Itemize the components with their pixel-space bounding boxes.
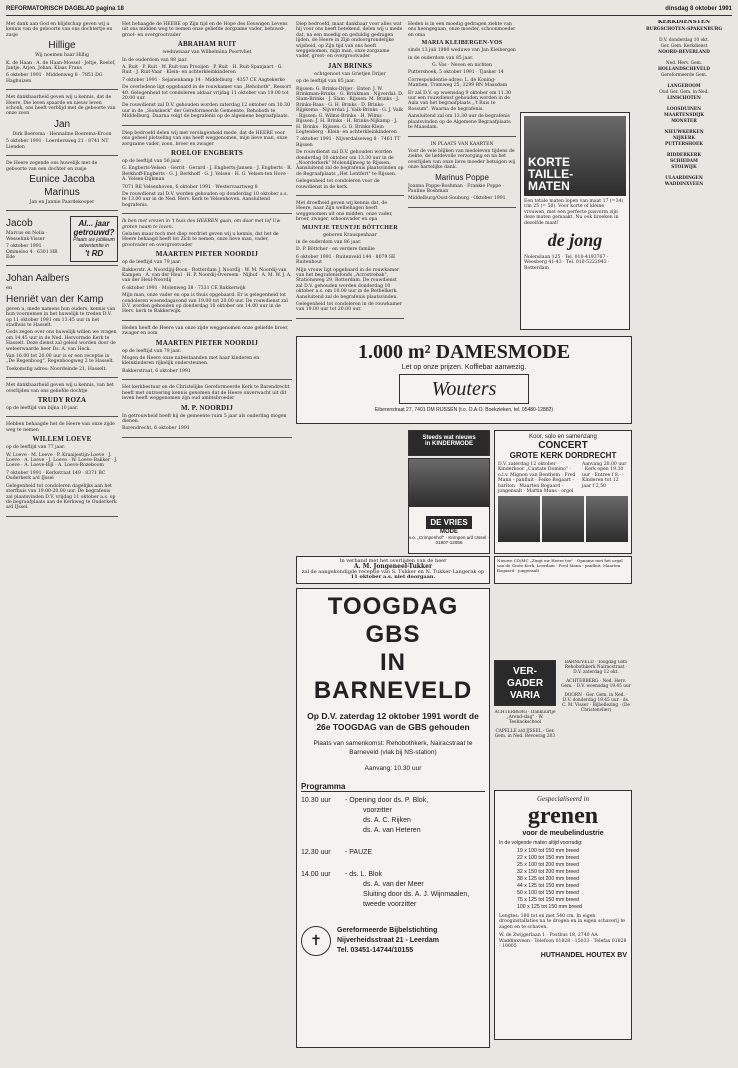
vergadervaria-right [560,660,632,786]
kerkdienst-item: ULAARDINGEN [665,176,703,181]
size-row: 44 x 125 tot 150 mm breed [517,883,579,889]
name: MAARTEN PIETER NOORDIJ [155,338,259,347]
text: Gelegenheid tot condoleren dagelijks aan het sterfhuis van 19.00-20.00 uur. De begrafenis zal plaatsvinden D.V. vrijdag 11 oktober a.s. op de begraafplaats aan de Kerkweg te Ouderkerk a/d IJssel. [6,483,117,511]
size-row: 38 x 125 tot 200 mm breed [517,876,579,882]
ad-al-gelezen: Al... jaar getrouwd? Plaats uw jubileum advertentie in 't RD [70,216,118,262]
text: 7 oktober 1991 · Kerkstraat 149 · 8371 BC Ouderkerk a/d IJssel [6,470,106,482]
program-time: 14.00 uur [301,871,331,878]
name: Marinus Poppe [435,172,489,182]
program-item: - ds. L. Blok [345,871,382,878]
name: ROELOF ENGBERTS [171,148,243,157]
size-row: 25 x 100 tot 200 mm breed [517,862,579,868]
sizes-list [499,848,627,911]
ad-toogdag-gbs [296,588,490,1048]
text: 5 oktober 1991 · Loerdersweg 21 · 8741 NT Lienden [6,139,109,150]
ad-de-vries-mode [408,458,490,554]
kerkdienst-item: MAARTENSDIJK [664,113,704,118]
program-item: Sluiting door ds. A. J. Wijnmaalen, tweede voorzitter [363,891,470,908]
size-row: 50 x 100 tot 150 mm breed [517,890,579,896]
photo [542,496,584,542]
text: 7 oktober 1991 · Nijverdalseweg 8 · 7461 TT Rijssen [296,137,401,148]
text: Bakkerstraat, 6 oktober 1991 [122,368,191,374]
announcement-death-noordij-1 [122,217,292,321]
ad-title: 1.000 m² DAMESMODE [357,341,571,363]
text: Heden heeft de Heere van onze zijde weggenomen onze geliefde broer, zwager en oom [122,325,289,337]
announcement-thanks-poppe [408,140,516,208]
text: weduwnaar van Wilhelmina Poortvliet [162,50,252,56]
ad-line: zal de aangekondigde receptie van S. Tukker en N. Tukker-Langerak op [301,568,485,575]
text: Gelegenheid tot condoleren in de rouwkamer van 19.00 uur tot 20.00 uur. [296,302,402,313]
program-item: - Opening door ds. P. Blok, [345,797,429,804]
name: Jan [53,118,71,130]
text: De rouwdienst zal D.V. worden gehouden op donderdag 10 oktober a.s. te 13.00 uur in de Ned. Herv. Kerk te Velsenhoven. Aansluitend begrafenis. [122,191,288,208]
kerkdiensten-list [636,20,732,187]
text: Middelburg/Oost-Souburg · Oktober 1991 [408,196,506,202]
name: TRUDY ROZA [37,396,87,405]
announcement-birth-eunice [6,159,118,211]
announcement-wedding [6,269,118,378]
kerkdienst-item: LANGEBOOM [667,84,701,89]
text: In de ouderdom van 88 jaar. [122,57,188,63]
text: De overledene ligt opgebaard in de rouwkamer van „Rehoboth", Ressort 40. Gelegenheid tot condoleren aldaar vrijdag 11 oktober van 19.00 tot 20.00 uur. [122,85,292,102]
program-time: 12.30 uur [301,849,331,856]
announcement-death-noordij-3 [122,383,292,437]
text: Voor de vele blijken van medeleven tijdens de ziekte, de liefdevolle verzorging en na het overlijden van onze lieve moeder betuigen wij onze hartelijke dank. [408,148,516,171]
size-row: 32 x 150 tot 200 mm breed [517,869,579,875]
cd-caption: Nieuwe CD/MC „Zingt uw Heere toe" · Opname met het orgel van de Grote Kerk, Leerdam · Fred Mann - panfluit, Maarten Bogaard - jongensalt [494,556,632,584]
text: Marcus en Nelia · Wesselink-Visser [6,231,48,242]
ad-line: in KINDERMODE [425,441,473,447]
kerkdiensten-column [636,20,732,1060]
program-item: voorzitter [363,807,392,814]
ad-address: Eiberenstraat 27, 7401 DM RIJSSEN (t.o. O.A.O. Boekzieken, tel. 05480-12882) [374,407,554,413]
size-row: 100 x 125 tot 150 mm breed [517,904,582,910]
ad-brand-logo: Wouters [399,374,529,404]
program-item: ds. A. C. Rijken [363,817,411,824]
text: Hebben behaagde het de Heere van onze zijde weg te nemen [6,422,115,433]
name: M. P. NOORDIJ [180,403,234,412]
name: Jacob [6,218,33,230]
page-header-left: REFORMATORISCH DAGBLAD pagina 18 [6,6,124,12]
ad-title: IN BARNEVELD [313,649,473,704]
ad-line: In verband met het overlijden van de heer [339,558,447,564]
text: D. P. Böttcher · en verdere familie [296,247,375,253]
announcement-death-trudy [6,381,118,417]
ad-title: grenen [527,803,599,829]
announcement-jacob [6,214,118,266]
text: Met dank aan God en blijdschap geven wij u kennis van de geboorte van ons dochtertje en zusje [6,22,113,38]
size-row: 22 x 100 tot 150 mm breed [517,855,579,861]
text: op de leeftijd van 77 jaar. [6,445,66,451]
ad-receptie-afgelast [296,556,490,584]
announcement-death-bottcher [296,199,404,319]
ad-details: D.V. zaterdag 12 oktober · Kinderkoor „Cantate Domino" · o.l.v. Mignon van Benthem · Fred Mann - panfluit · Feike Bogaart - bariton · Maarten Bogaard - jongensalt · Martin Mans - orgel [498,462,576,495]
text: De Heere zegende ons huwelijk met de geboorte van een dochter en zusje [6,161,98,172]
text: De rouwdienst zal D.V. gehouden worden zaterdag 12 oktober om 10.30 uur in de „Sionskerk" der Gereformeerde Gemeente, Rehoboth te Middelburg. Daarna volgt de begrafenis op de algemene begraafplaats. [122,103,290,120]
ad-place: Plaats van samenkomst: Rehobothkerk, Nairacstraat te Barneveld (vlak bij NS-station) [313,740,473,756]
size-row: 19 x 100 tot 150 mm breed [517,848,579,854]
ad-org: Nijverheidsstraat 21 - Leerdam [337,937,439,944]
kerkdienst-item: LOOSDUINEN [666,107,702,112]
announcement-birth-jan [6,93,118,156]
text: Gods zegen over ons huwelijk willen we vragen om 14.45 uur in de Ned. Hervormde Kerk te Hasselt. Deze dienst zal geleid worden door de weleerwaarde heer Ds. A. van Heck. [6,330,117,352]
text: IN PLAATS VAN KAARTEN [430,141,494,147]
text: Van 16.00 tot 20.00 uur is er een receptie in „De Regenboog", Regenboogweg 2 te Hasselt. [6,354,115,365]
name: JAN BRINKS [327,61,373,70]
text: Het kerkbestuur en de Christelijke Gereformeerde Kerk te Barendrecht heeft met ontroering kennis genomen dat de Heere onverwacht uit dit leven heeft weggenomen zijn oud ambtsbroeder [122,385,290,402]
column-1 [6,20,118,1060]
ad-title: TOOGDAG GBS [327,593,459,648]
vergadervaria-left [494,710,556,786]
text: Mijn man, onze vader en opa is thuis opgebaard. Er is gelegenheid tot condoleren woensdagavond van 19.00 tot 20.00 uur. De rouwdienst zal D.V. worden gehouden op donderdag 10 oktober om 14.00 uur in de Herv. kerk te Bakkerwijk. [122,293,288,315]
text: Jan en Jannie Paardekooper [29,199,95,205]
ad-grenen [494,790,632,1040]
vergader-item: CAPELLE a/d IJSSEL · Ger. Gem. in Ned. Bevoerag 203 [494,729,556,739]
column-2 [122,20,292,1060]
announcement-death-noordij-2 [122,324,292,380]
text: echtgenoot van Grietjen Drijer [314,71,386,77]
announcement-death-willem [6,420,118,516]
column-3 [296,20,404,520]
ad-footer [301,926,485,956]
text: Correspondentie-adres: L. de Koning-Mantien, Tramweg 25, 3299 BN Maasdam [408,77,508,89]
text: Joanna Poppe-Boshman · Frankie Poppe · Pauline Boshman [408,183,504,194]
ad-photo [524,116,626,196]
ad-brand-logo: DE VRIES [426,516,471,529]
program-item: - PAUZE [345,849,373,856]
text: op de leeftijd van 79 jaar. [122,348,182,354]
photo [586,496,628,542]
text: Gelegenheid tot condoleren voor de rouwdienst in de kerk. [296,179,380,190]
quote: Ik ben met vrezen in 't huis des HEEREN gaan, om daar met lof Uw groten naam te loven. [122,219,281,230]
kerkdienst-item: NIEUWKERKEN [664,130,704,135]
ad-org: Tel. 03451-14744/10155 [337,947,414,954]
ad-brand-logo: HUTHANDEL HOUTEX BV [540,952,627,960]
program-item: ds. A. van der Meer [363,881,424,888]
ad-subtitle: Let op onze prijzen. Koffiebar aanwezig. [401,364,527,371]
vergader-item: BARNEVELD · Toogdag GBS Rehobothkerk Nairacstraat · D.V. zaterdag 12 okt. [564,660,628,675]
ad-line: Steeds wat nieuws [422,435,476,441]
page-header [6,4,732,16]
text: Barendrecht, 6 oktober 1991 [122,426,190,432]
text: op de leeftijd van 56 jaar. [122,158,182,164]
kerkdienst-item: Oud Ger. Gem. in Ned. [659,90,709,95]
name: MAARTEN PIETER NOORDIJ [155,250,259,259]
text: Puttershoek, 5 oktober 1991 · Tjasker 14 [408,70,504,76]
name: MARIA KLEIBERGEN-VOS [421,40,503,47]
program-item: ds. A. van Heteren [363,827,421,834]
kerkdienst-item: MONSTER [671,119,697,124]
name: WILLEM LOEVE [32,435,92,444]
text: in de ouderdom van 86 jaar. [296,240,362,245]
text: Aansluitend zal om 13.30 uur de begrafenis plaatsvinden op de Algemene Begraafplaats te Maasdam. [408,114,511,131]
text: en [6,285,13,292]
vergadervaria-list [494,710,556,739]
name: Marinus [44,186,80,198]
logo-line: GADER [506,678,544,689]
text: Gelaten maar toch met diep verdriet geven wij u kennis, dat het de Heere behaagd heeft tot Zich te nemen, onze lieve man, vader, grootvader en overgrootvader [122,231,279,248]
ad-address: Nolenslaan 125 · Tel. 010-4193767 · Weesberg 41-43 · Tel. 010-5222943 · Rotterdam [524,255,610,271]
text: Dirk Boerema · Hennaline Boerema-Kroon [12,131,112,137]
name: Henriët van der Kamp [6,293,104,305]
name: Eunice Jacoba [29,173,95,185]
vergader-item: DOORN · Ger. Gem. in Ned. · D.V. donderdag 19.45 uur · ds. C. M. Visser · Bijbellezing · (De Christenvlier) [562,693,630,713]
kerkdienst-item: WADDINXVEEN [664,182,704,187]
vergadervaria-logo [494,660,556,706]
vergadervaria-list [560,660,632,713]
bible-society-icon: ✝ [301,926,331,956]
text: In getrouwheid heeft hij de gemeente ruim 5 jaar als ouderling mogen dienen. [122,413,287,424]
ad-photo [409,459,489,507]
program-label: Programma [301,782,485,792]
vergader-item: ACHTERBERG · Dankuurtje „Arend-slag" · W. Teelinckschool [494,710,556,725]
text: Toekomstig adres: Noordeinde 21, Hasselt. [6,366,107,372]
kerkdienst-item: STOLWIJK [671,165,697,170]
program-list [301,796,485,910]
column-4 [408,20,516,340]
kerkdienst-item: Ned. Herv. Gem. [665,61,703,66]
ad-line: A. M. Jongeneel-Tukker [353,563,433,571]
kerkdienst-item: PUTTERSHOEK [665,142,703,147]
text: W. Loeve · M. Loeve · P. Kraaijestijn-Loeve · J. Loeve · A. Loeve · J. Loeve · W. Loeve-Bakker · J. Loeve · A. Loeve-Bijl · A. Loeve-Rozeboom [6,452,118,469]
text: Met droefheid geven wij kennis dat, de Heere, naar Zijn welbehagen heeft weggenomen uit ons midden, onze vader, broer, zwager, schoonvader en opa [296,200,393,223]
text: op de leeftijd van 85 jaar. [296,79,356,85]
ad-steeds-wat-nieuws [408,430,490,456]
logo-line: VARIA [509,690,541,701]
text: Diep bedroefd, maar dankbaar voor alles wat hij voor ons heeft betekend, delen wij u mede dat, na een moedig en geduldig gedragen lijden, de Heere in Zijn ondoorgrondelijke wijsheid, op Zijn tijd van ons heeft weggenomen, mijn man, onze zorgzame vader, groot- en overgrootvader [296,22,403,60]
text: Met dankbaarheid geven wij u kennis, van het overlijden van ons geliefde dochtje [6,383,114,394]
text: Met dankbaarheid geven wij u kennis, dat de Heere, Die leven spaarde en nieuw leven schonk, ons heeft verblijd met de geboorte van onze zoon [6,95,116,117]
vergader-item: ACHTERBERG · Ned. Herv. Gem. · D.V. woensdag 19.45 uur [561,679,631,689]
text: Wij noemen haar Hillig [35,53,89,59]
text: sinds 13 juli 1980 weduwe van Jan Kleibergen [408,48,516,54]
kerkdienst-item: HOLLANDSCHEVELD [657,67,711,72]
ad-brand-word: MODE [440,529,458,535]
text: Mogen de Heere onze nabestaanden met haar kinderen en kleinkinderen rijkelijk ondersteunen. [122,356,260,367]
name: MIJNTJE TEUNTJE BÖTTCHER [302,224,398,231]
kerkdienst-item: LINSCHOTEN [667,96,701,101]
ad-org: Gereformeerde Bijbelstichting [337,927,438,934]
text: 6 oktober 1991 · Middenweg 8 · 7851 DG Haghuizen [6,73,103,84]
photo [498,496,540,542]
ad-footnote: Lengtes: 180 tot en met 540 cm. In eigen drooginstallaties na te drogen en in eigen schaverij te zagen en te schaven. [499,914,626,930]
kerkdienst-item: NIJKERK [672,136,696,141]
text: op de leeftijd van 79 jaar. [122,260,182,266]
text: geboren Krauspenhaar [323,232,377,238]
text: De rouwdienst zal D.V. gehouden worden donderdag 10 oktober om 13.30 uur in de „Noorderkerk" Molendijkweg te Rijssen. Aansluitend zal de begrafenis plaatsvinden op de Begraafplaats „Het Lentfert" te Rijssen. [296,150,404,177]
announcement-death-brinks [296,20,404,196]
logo-line: VER- [513,666,537,677]
text: 7071 RE Velsenhoven, 6 oktober 1991 · Westervaartweg 8 [122,184,258,190]
text: 7 oktober 1991 · Ommeloo 4 · 6301 HB Ede [6,244,58,260]
text: geven u, mede namens hun ouders, kennis van hun voornemen in het huwelijk te treden D.V. op 11 oktober 1991 om 13.45 uur in het stadhuis te Hasselt. [6,306,116,328]
text: 6 oktober 1991 · Ruitenveld 144 · 8079 SE Ruitenhout [296,254,396,266]
kerkdienst-item: SCHIEDAM [670,159,698,164]
text: Het behaagde de HEERE op Zijn tijd en de Hope des Eeuwigen Levens uit ons midden weg te nemen onze geliefde zorgzame vader, behuwd-, groot- en overgrootvader [122,22,288,38]
text: Rijssen: G. Brinks-Drijer · Enter: J. W. Brinkman-Brinks · G. Brinkman · Nijverdal: D. Slam-Brinks · J. Slam · Rijssen: M. Brinks · J. Brinks-Baas · G. H. Brinks · D. Brinks-Rijpkema · Nijverdal: J. Valk-Brinks · G. J. Valk · Rijssen: G. Wilms-Brinks · H. Wilms · Rijssen: J. H. Brinks · H. Brinks-Nijkamp · J. H. Brinks · Rijssen: G. G. Brinks-Klein Legtenberg · Klein- en achterkleinkinderen [296,86,404,135]
announcement-death-kleibergen [408,20,516,137]
kerkdienst-item: RIDDERKERK [666,153,702,158]
ad-address: v.o. „Crimpenhof" · Krimpen a/d IJssel · 01807-12656 [409,535,489,545]
text: Bakkerstr. A. Noordijij-Boon · Rotterdam J. Noordij · W. M. Noordij-van Kampen · A. van der Heul · H. P. Noordij-Overeem · Nijhof · A. M. W. J. A. van der Heul-Noordij [122,267,292,284]
ad-time: Aanvang 20.00 uur · Kerk open 19.30 uur · Entree f 8.- · Kinderen tot 12 jaar f 2,50 [582,462,627,489]
name: ABRAHAM RUIT [177,40,237,49]
text: 7 oktober 1991 · Sejanenkamp 14 · Middelburg · 4357 CE Aagtekerke [122,77,285,83]
announcement-birth-hillige [6,20,118,90]
text: in de ouderdom van 85 jaar. [408,55,474,61]
ad-top: Gespecialiseerd in [536,795,590,803]
ad-damesmode [296,336,632,424]
ad-intro: In de volgende maten altijd voorradig: [499,840,583,846]
kerkdienst-item: Gereformeerde Gem. [660,73,708,78]
ad-korte-taillematen [520,112,630,330]
ad-brand-logo: de jong [547,230,603,251]
ad-subtitle: voor de meubelindustrie [522,830,604,837]
ad-address: W. de Zwijgerlaan 1 · Postbus 18, 2740 AA Waddinxveen · Telefoon 01828 - 15033 · Telefax 01828 - 10005 [499,933,627,950]
text: K. de Haan · A. de Haan-Mossel · Jeltje, Roelof, Jantje, Arjen, Johan, Klaas Frans [6,60,116,72]
text: A. Ruit · P. Ruit · W. Ruit-van Prooijen · P. Ruit · H. Ruit-Spanjaart · G. Ruit · J. Ruit-Vaar · Klein- en achterkleinkinderen [122,65,283,76]
kerkdienst-item: Ger. Gem. Kerkdienst [660,44,708,49]
text: op de leeftijd van bijna 10 jaar. [6,406,79,412]
text: 6 oktober 1991 · Molenweg 38 · 7331 CE Bakkerwijk [122,285,246,291]
ad-kop: Koor, solo en samenzang [529,434,597,440]
text: Er zal D.V. op woensdag 9 oktober om 11.30 uur een rouwdienst gehouden worden in de Aula van het begraafplaats „'t Ruis te Rossum". Waarna de begrafenis. [408,90,512,112]
size-row: 75 x 125 tot 150 mm breed [517,897,579,903]
text: G. Vos · Neven en nichten [432,63,492,69]
ad-concert [494,430,632,554]
announcement-death-engberts [122,129,292,214]
text: G. Engberts-Velsen · Gerrit · Gerard · J. Engberts-Jansen · J. Engberts · R. Berkhoff-Engberts · G. J. Berkhoff · G. J. Velsen · H. G. Velsen-ten Hove · A. Velsen-Dijkman [122,166,292,183]
ad-aanvang: Aanvang: 10.30 uur [364,765,422,772]
kerkdiensten-title: KERKDIENSTEN [657,20,711,25]
ad-title: KORTE TAILLE-MATEN [528,155,574,193]
page-header-date: dinsdag 8 oktober 1991 [665,6,732,12]
name: Hillige [48,40,76,52]
ad-body: Een totale maten lopen van maat 17 (=34) t/m 25 (= 50). Voor korte of kleine vrouwen, met een perfecte pasvorm zijn deze maten gemaakt. Nu ook broeken in dezelfde maat! [524,199,624,226]
announcement-death-ruit [122,20,292,126]
program-time: 10.30 uur [301,797,331,804]
text: Heden is in een moedig gedragen ziekte van ons heengegaan, onze moeder, schoonmoeder en oma [408,22,516,38]
ad-line: 11 oktober a.s. niet doorgaan. [350,574,436,581]
name: Johan Aalbers [6,273,70,285]
ad-church: GROTE KERK DORDRECHT [509,451,617,460]
ad-title: CONCERT [538,440,588,451]
kerkdienst-item: D.V. donderdag 10 okt. [659,38,709,43]
kerkdienst-item: NOORD-BEVERLAND [658,50,710,55]
text: Mijn vrouw ligt opgebaard in de rouwkamer van het begrafenisfonds „Acrostrebak", Stationsweg 29, Rotterdam. De rouwdienst zal D.V. gehouden worden donderdag 10 oktober a.s. om 10.00 uur in de Bethelkerk. Aansluitend zal de begrafenis plaatsvinden. [296,267,400,300]
text: Diep bedroefd delen wij met verslagenheid mede, dat de HEERE voor ons geheel plotseling van ons heeft weggenomen, mijn lieve man, onze zorgzame vader, zoon, broer en zwager [122,130,288,147]
ad-date: Op D.V. zaterdag 12 oktober 1991 wordt de 26e TOOGDAG van de GBS gehouden [307,711,479,732]
kerkdienst-item: BURGSCHOTEN-SPAKENBURG [645,27,723,32]
ad-photos [498,496,628,542]
